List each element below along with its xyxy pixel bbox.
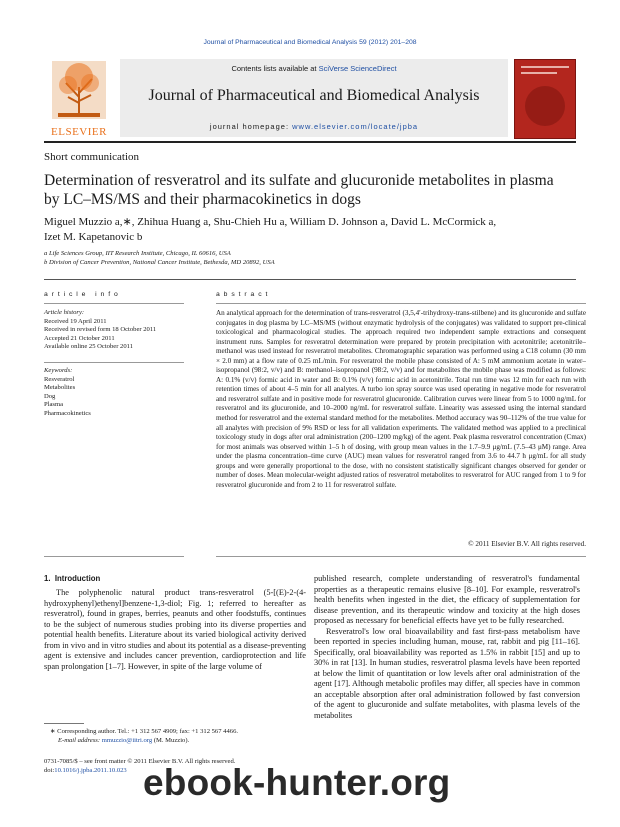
keyword: Plasma: [44, 401, 64, 408]
corresponding-author: ∗ Corresponding author. Tel.: +1 312 567 4909; fax: +1 312 567 4466.: [50, 728, 239, 735]
contents-prefix: Contents lists available at: [231, 64, 319, 73]
homepage-url[interactable]: www.elsevier.com/locate/jpba: [292, 122, 419, 131]
section-heading: 1. Introduction: [44, 574, 101, 583]
header-rule: [44, 141, 576, 143]
keyword: Metabolites: [44, 384, 76, 391]
doi-link[interactable]: 10.1016/j.jpba.2011.10.023: [54, 767, 127, 774]
affiliation-b: b Division of Cancer Prevention, National Cancer Institute, Bethesda, MD 20892, USA: [44, 259, 275, 266]
history-online: Available online 25 October 2011: [44, 343, 133, 350]
article-title: Determination of resveratrol and its sulfate and glucuronide metabolites in plasma by LC–MS/MS and their pharmacokinetics in dogs: [44, 172, 554, 208]
elsevier-tree-icon: [44, 57, 114, 123]
intro-paragraph: published research, complete understanding of resveratrol's fundamental properties as a therapeutic remains elusive [8–10]. For example, resveratrol's health benefits when ingested in the diet, the efficacy of supplementation for disease prevention, and its therapeutic window and toxicity at the high doses proposed as necessary for beneficial effects have yet to be fully researched.: [314, 574, 580, 625]
article-info-rule: [44, 303, 184, 304]
history-label: Article history:: [44, 309, 85, 316]
journal-name: Journal of Pharmaceutical and Biomedical Analysis: [148, 87, 480, 104]
keywords: [44, 367, 194, 418]
article-history: [44, 309, 194, 352]
email-line: [58, 737, 318, 746]
journal-cover: [514, 59, 576, 139]
intro-right-column: [314, 574, 580, 721]
doi-prefix: doi:: [44, 767, 55, 774]
keywords-rule: [44, 362, 184, 363]
elsevier-wordmark: ELSEVIER: [51, 126, 107, 138]
watermark: ebook-hunter.org: [143, 762, 451, 803]
affiliation-rule: [44, 279, 576, 280]
issn-line: 0731-7085/$ – see front matter © 2011 Elsevier B.V. All rights reserved.: [44, 758, 236, 765]
authors-line-2: Izet M. Kapetanovic b: [44, 231, 143, 243]
email-label: E-mail address:: [58, 737, 102, 744]
intro-left-column: The polyphenolic natural product trans-resveratrol (5-[(E)-2-(4-hydroxyphenyl)ethenyl]benzene-1,3-diol; Fig. 1; referred to hereafter as resveratrol), found in grapes, berries, peanuts and other foodstuffs, continues to be the subject of numerous studies probing into its diverse properties and potential health benefits. Literature about its varied biological activity derived from in vivo and in vitro studies and about its potential as a disease-preventing agent is extensive and includes cancer prevention, cardioprotection and life span prolongation [1–7]. However, in spite of the large volume of: [44, 588, 306, 671]
article-type: Short communication: [44, 151, 140, 163]
running-title[interactable]: Journal of Pharmaceutical and Biomedical Analysis 59 (2012) 201–208: [203, 39, 417, 46]
keyword: Pharmacokinetics: [44, 409, 91, 417]
article-info-heading: a r t i c l e i n f o: [44, 291, 119, 298]
email-link[interactable]: mmuzzio@iitri.org: [101, 737, 153, 744]
keyword: Resveratrol: [44, 375, 75, 383]
abstract-text: An analytical approach for the determination of trans-resveratrol (3,5,4′-trihydroxy-trans-stilbene) and its glucuronide and sulfate conjugates in dog plasma by LC–MS/MS (without enzymatic hydrolysis of the conjugates) was validated to support pre-clinical toxicological and pharmacological studies. The approach required two independent sample extractions and consequent instrument runs. Samples for resveratrol determination were prepared by protein precipitation with acetonitrile; acetonitrile–methanol was used instead for resveratrol metabolites. Chromatographic separation was performed using a C18 column (30 mm × 2.0 mm) at a flow rate of 0.25 mL/min. For resveratrol the mobile phase consisted of A: 5 mM ammonium acetate in water–isopropanol (98:2, v/v) and B: methanol–isopropanol (98:2, v/v) and for metabolites the mobile phase was modified as follows: A: 0.1% (v/v) formic acid in water and B: 0.1% (v/v) formic acid in acetonitrile. Total run time was 12 min for each run with retention times of about 4–5 min for all analytes. A turbo ion spray source was used operating in negative mode for resveratrol and resveratrol sulfate and in positive mode for resveratrol glucuronide. Calibration curves were linear from 5 to 1000 ng/mL for resveratrol and its glucuronide, and 10–2000 ng/mL for resveratrol sulfate. Linearity was assessed using the internal standard method for resveratrol and the external standard method for the metabolites. Method accuracy was 90–112% of the true value for all analytes with precision of 9% RSD or less for all validation experiments. The validated method was applied to a preclinical toxicology study in dogs after oral administration (200–1200 mg/kg) of the agent. Peak plasma resveratrol concentration (Cmax) for most animals was observed within 1–5 h of dosing, with group mean values in the 1.7–9.9 μg/mL (7.5–43 μM) range. Area under the plasma concentration–time curve (AUC) mean values for resveratrol ranged from 3.6 to 44.7 h μg/mL for all study groups and were generally proportional to the dose, with no consistent statistically significant changes observed for gender or number of doses. Mean molecular-weight adjusted ratios of resveratrol metabolites to resveratrol for AUC ranged from 1 to 9 for resveratrol glucuronide and from 2 to 11 for resveratrol sulfate.: [216, 309, 586, 489]
abstract-end-rule: [216, 556, 586, 557]
affiliation-a: a Life Sciences Group, IIT Research Institute, Chicago, IL 60616, USA: [44, 250, 231, 257]
email-suffix: (M. Muzzio).: [152, 737, 190, 744]
keywords-label: Keywords:: [44, 367, 73, 374]
history-revised: Received in revised form 18 October 2011: [44, 326, 157, 333]
history-received: Received 19 April 2011: [44, 317, 107, 325]
abstract-heading: a b s t r a c t: [216, 291, 269, 298]
footnote-rule: [44, 723, 84, 724]
intro-paragraph: Resveratrol's low oral bioavailability and fast first-pass metabolism have been reported in species including human, mouse, rat, rabbit and pig [11–16]. Specifically, oral bioavailability was reported as 1.5% in rabbit [15] and up to 30% in rat [13]. In human studies, resveratrol plasma levels have been reported at below the limit of quantitation or low levels after oral administration of the agent [17]. Although metabolic profiles may differ, all species have in common an acceptable absorption after oral administration followed by fast conversion of the agent to glucuronide and sulfate metabolites, with plasma levels of the metabolites: [314, 626, 580, 720]
homepage-line: [120, 122, 508, 131]
contents-line: [120, 64, 508, 73]
authors-line-1: Miguel Muzzio a,∗, Zhihua Huang a, Shu-Chieh Hu a, William D. Johnson a, David L. McCormick a,: [44, 216, 497, 228]
history-accepted: Accepted 21 October 2011: [44, 334, 115, 342]
keyword: Dog: [44, 392, 56, 400]
sciencedirect-link[interactable]: SciVerse ScienceDirect: [318, 64, 397, 73]
abstract-rule: [216, 303, 586, 304]
elsevier-logo: [44, 57, 114, 137]
info-end-rule: [44, 556, 184, 557]
homepage-prefix: journal homepage:: [209, 122, 293, 131]
copyright: © 2011 Elsevier B.V. All rights reserved.: [468, 540, 586, 548]
